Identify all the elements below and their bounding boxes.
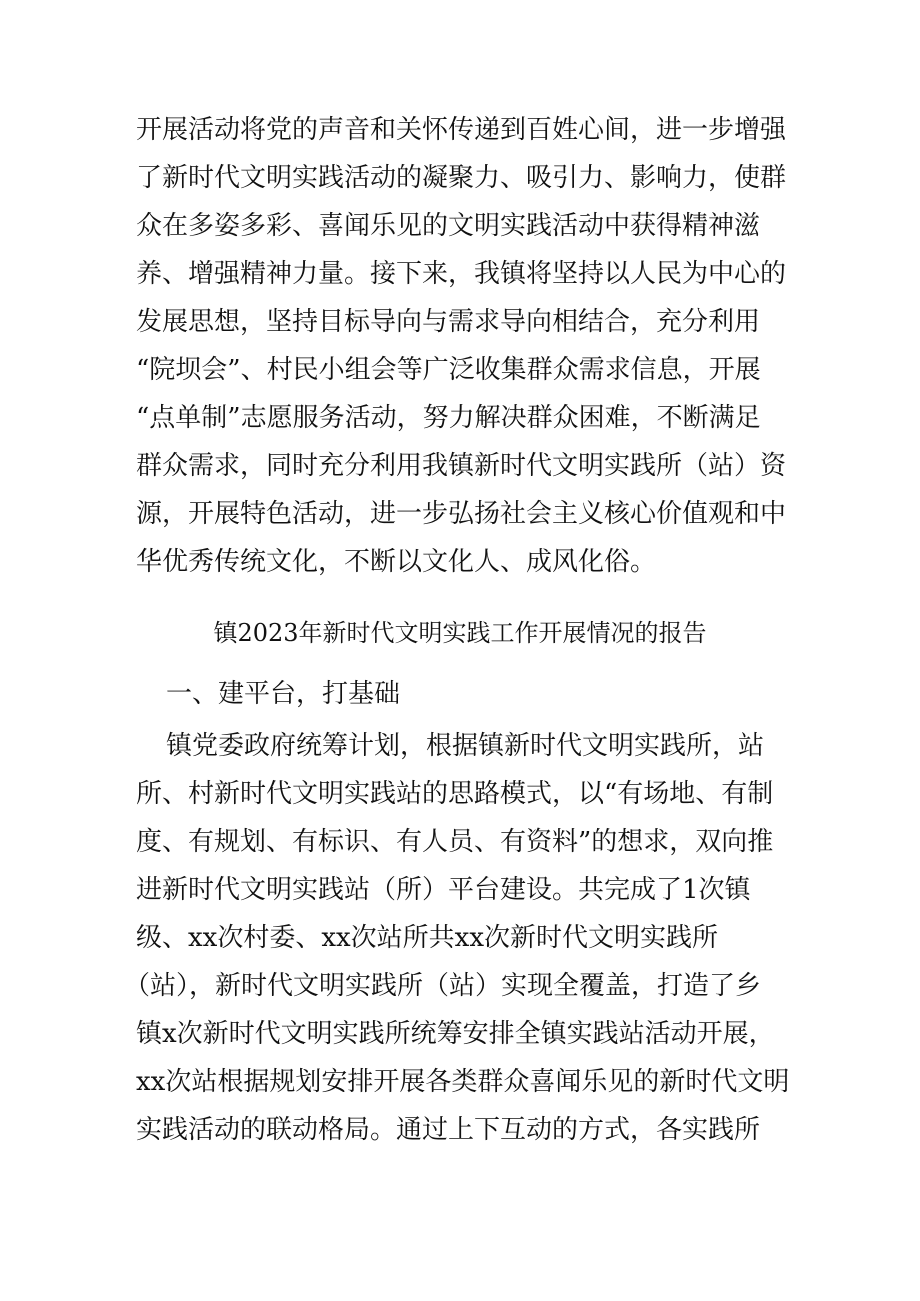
text-line: 进新时代文明实践站（所）平台建设。共完成了1次镇 [136, 875, 751, 905]
text-line: “院坝会”、村民小组会等广泛收集群众需求信息，开展 [136, 355, 761, 385]
text-line: 级、xx次村委、xx次站所共xx次新时代文明实践所 [136, 923, 718, 953]
text-line: 发展思想，坚持目标导向与需求导向相结合，充分利用 [136, 307, 761, 337]
text-line: xx次站根据规划安排开展各类群众喜闻乐见的新时代文明 [136, 1067, 790, 1097]
text-line: 镇党委政府统筹计划，根据镇新时代文明实践所，站 [166, 731, 765, 761]
text-line: 度、有规划、有标识、有人员、有资料”的想求，双向推 [136, 827, 774, 857]
text-line: 实践活动的联动格局。通过上下互动的方式，各实践所 [136, 1115, 761, 1145]
text-line: 镇x次新时代文明实践所统筹安排全镇实践站活动开展， [136, 1019, 775, 1049]
report-title: 镇2023年新时代文明实践工作开展情况的报告 [213, 619, 707, 647]
text-line: 群众需求，同时充分利用我镇新时代文明实践所（站）资 [136, 451, 787, 481]
text-line: 开展活动将党的声音和关怀传递到百姓心间，进一步增强 [136, 115, 787, 145]
section-heading: 一、建平台，打基础 [166, 679, 401, 709]
text-line: 了新时代文明实践活动的凝聚力、吸引力、影响力，使群 [136, 163, 787, 193]
text-line: （站），新时代文明实践所（站）实现全覆盖，打造了乡 [124, 971, 762, 1001]
text-line: 源，开展特色活动，进一步弘扬社会主义核心价值观和中 [136, 499, 787, 529]
text-line: 华优秀传统文化，不断以文化人、成风化俗。 [136, 547, 657, 577]
text-line: “点单制”志愿服务活动，努力解决群众困难，不断满足 [136, 403, 761, 433]
text-line: 众在多姿多彩、喜闻乐见的文明实践活动中获得精神滋 [136, 211, 761, 241]
text-line: 养、增强精神力量。接下来，我镇将坚持以人民为中心的 [136, 259, 787, 289]
text-line: 所、村新时代文明实践站的思路模式，以“有场地、有制 [136, 779, 774, 809]
